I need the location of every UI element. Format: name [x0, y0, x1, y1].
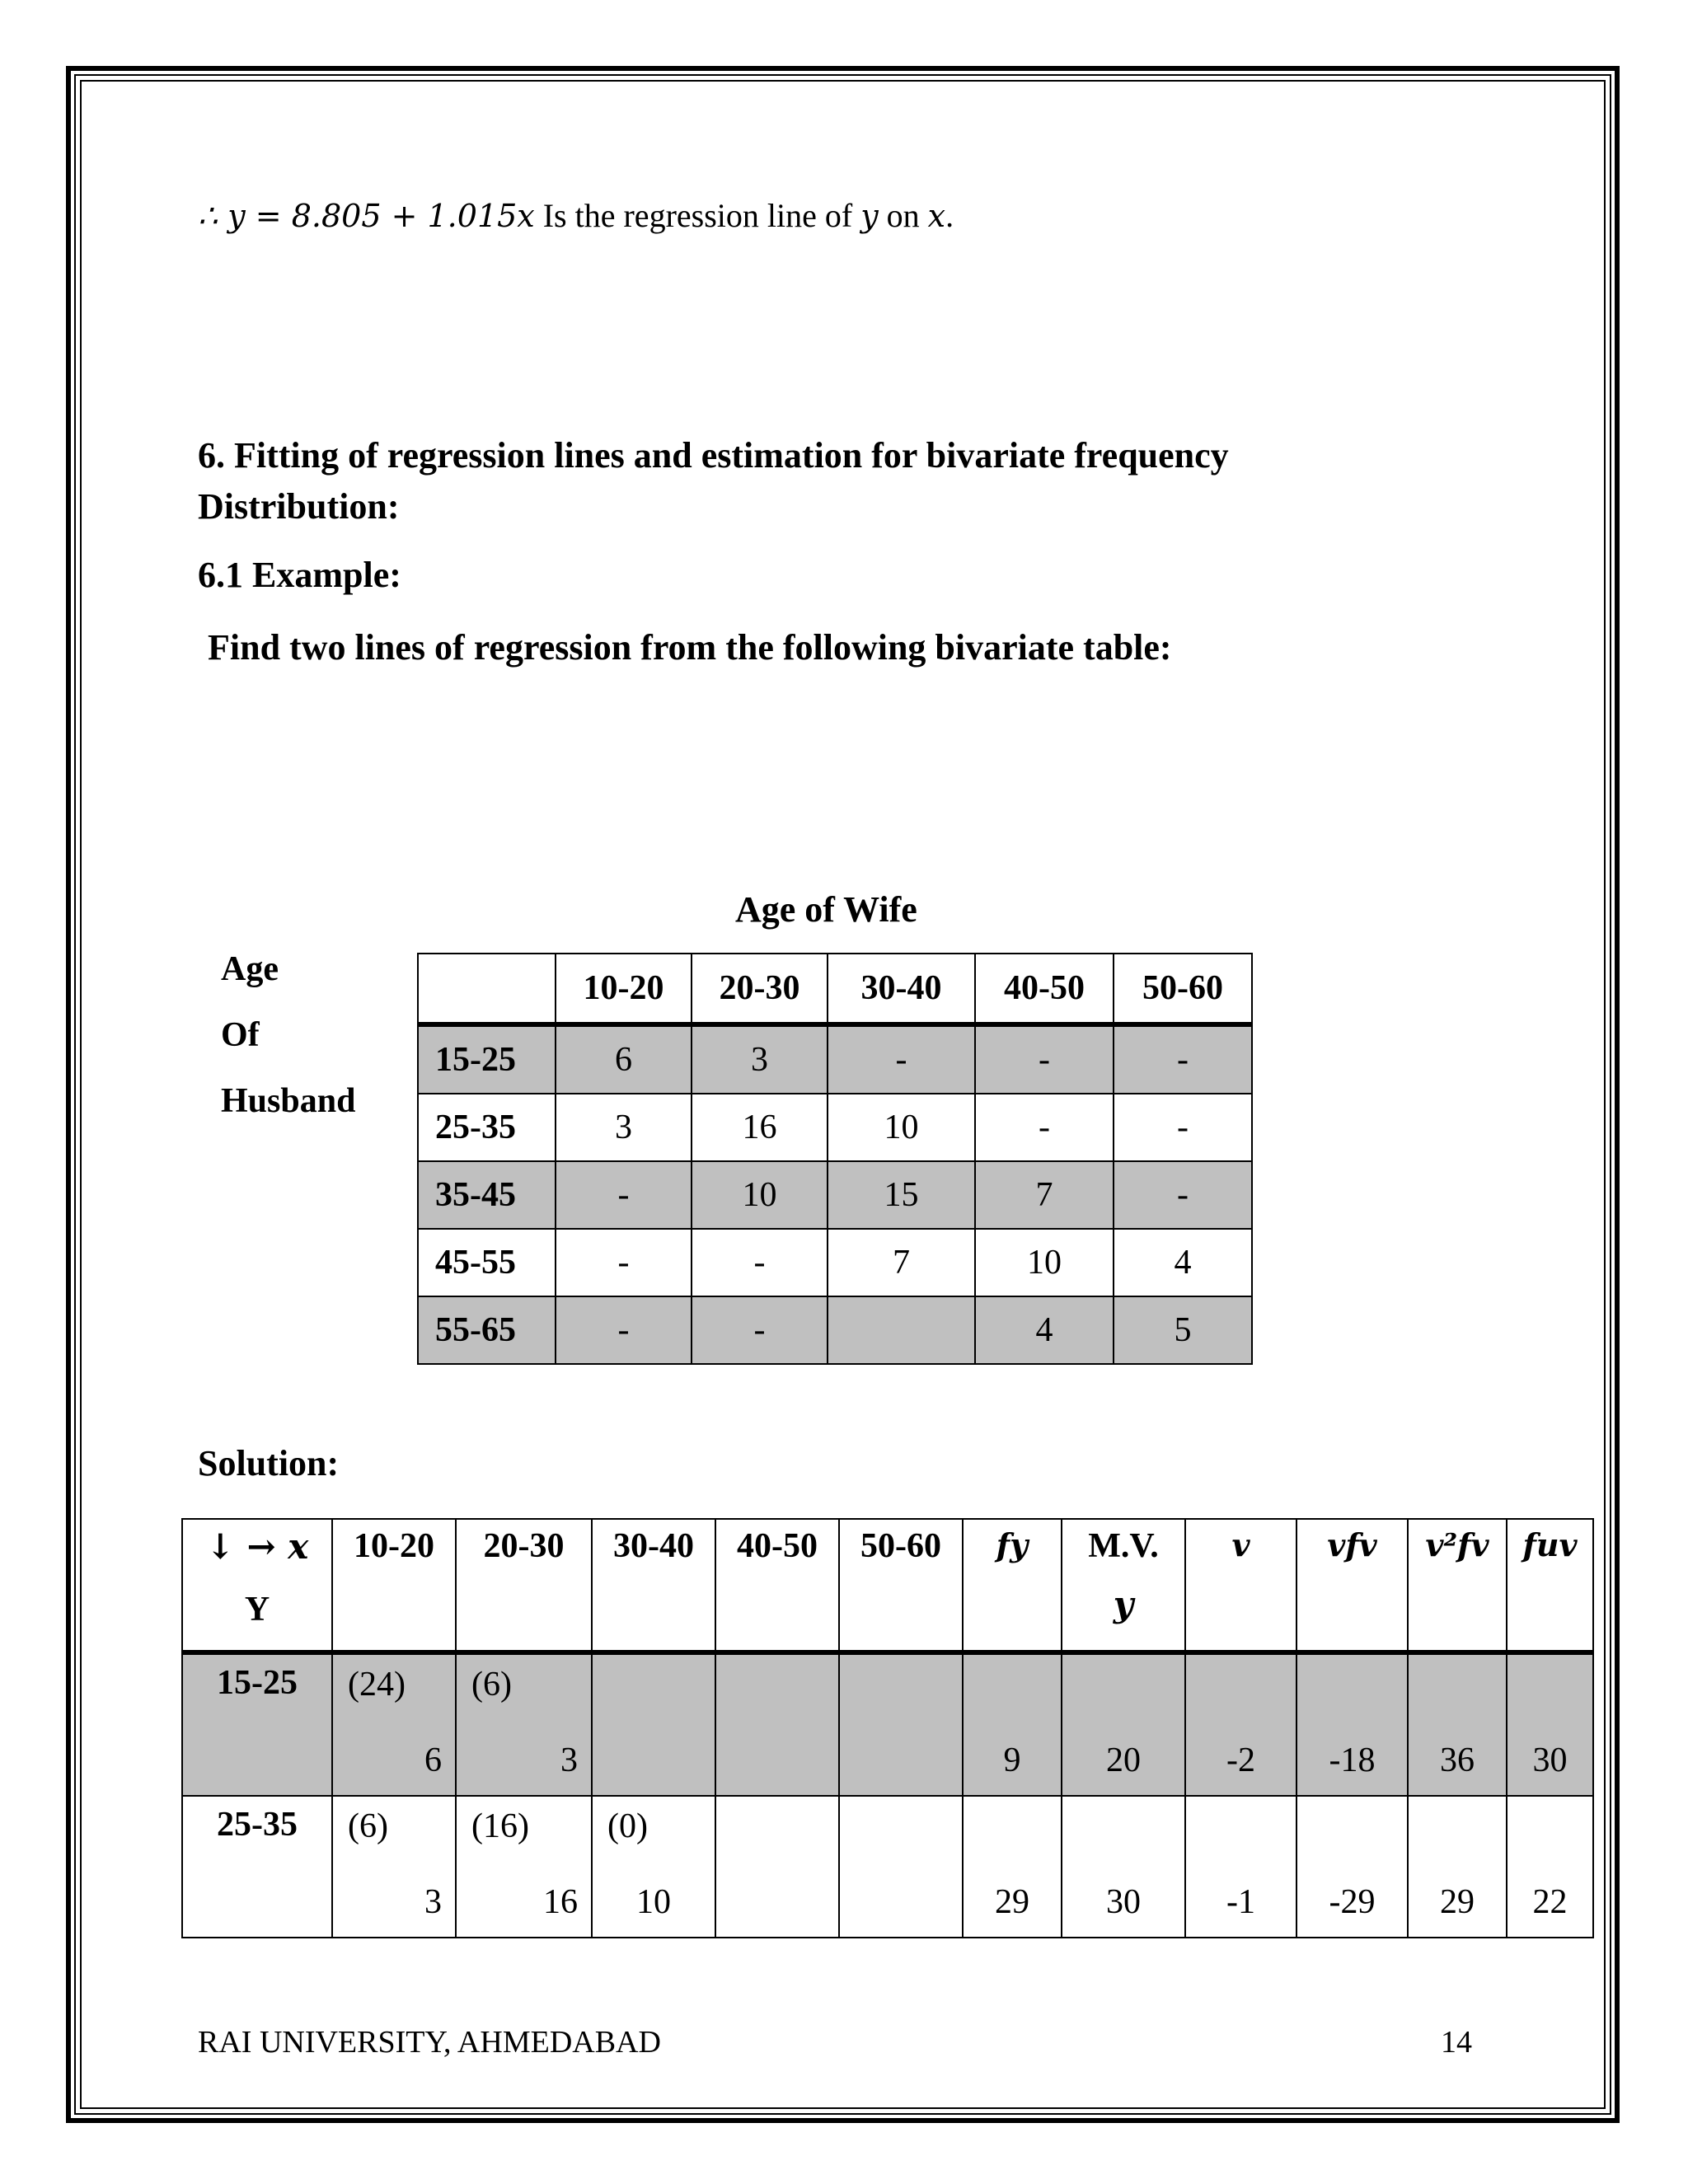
table2-cell [715, 1652, 839, 1796]
equation-math: ∴ y = 8.805 + 1.015x [198, 198, 535, 234]
table1-header-cell: 10-20 [556, 954, 692, 1024]
table2-cell-fy [963, 1796, 1062, 1938]
table1-row [418, 1094, 1252, 1161]
solution-table [181, 1518, 1594, 1938]
table2-cell [715, 1796, 839, 1938]
table1-cell: 3 [556, 1094, 692, 1161]
section-heading-line2: Distribution: [198, 486, 400, 527]
table2-corner [182, 1519, 332, 1652]
table1-cell: - [556, 1229, 692, 1296]
table2-header-v: v [1185, 1519, 1296, 1652]
table2-cell [592, 1652, 715, 1796]
table1-header-cell: 20-30 [692, 954, 828, 1024]
fy-value: 29 [995, 1883, 1029, 1921]
table1-cell: 15 [828, 1161, 975, 1229]
mv-value: 20 [1106, 1741, 1141, 1779]
cell-frequency: 3 [424, 1883, 442, 1921]
equation-y: y [860, 198, 879, 234]
table1-caption: Age of Wife [735, 889, 917, 930]
footer-institution: RAI UNIVERSITY, AHMEDABAD [198, 2025, 661, 2060]
table2-row-label: 25-35 [182, 1796, 332, 1938]
table2-cell-fuv [1507, 1796, 1593, 1938]
table2-cell [456, 1796, 592, 1938]
table1-cell: 6 [556, 1024, 692, 1094]
table2-cell-vfv [1296, 1652, 1408, 1796]
table2-header-fuv: fuv [1507, 1519, 1593, 1652]
cell-product: (24) [348, 1666, 406, 1704]
table1-header-cell: 40-50 [975, 954, 1114, 1024]
table2-header-vfv: vfv [1296, 1519, 1408, 1652]
table1-cell: - [975, 1094, 1114, 1161]
table2-cell [592, 1796, 715, 1938]
table1-row [418, 1024, 1252, 1094]
table2-cell [839, 1796, 963, 1938]
cell-frequency: 10 [636, 1883, 671, 1921]
table2-cell-v [1185, 1796, 1296, 1938]
table2-header-cell: 40-50 [715, 1519, 839, 1652]
table2-header-cell: 30-40 [592, 1519, 715, 1652]
table1-header-cell: 50-60 [1114, 954, 1252, 1024]
table1-cell: - [692, 1229, 828, 1296]
table1-row-label: 15-25 [418, 1024, 556, 1094]
table1-cell: 10 [975, 1229, 1114, 1296]
table1-header-row [418, 954, 1252, 1024]
table1-row-label: 35-45 [418, 1161, 556, 1229]
v-value: -1 [1226, 1883, 1255, 1921]
table2-header-cell: 20-30 [456, 1519, 592, 1652]
table1-cell: - [692, 1296, 828, 1364]
section-heading-line1: 6. Fitting of regression lines and estimation for bivariate frequency [198, 435, 1229, 476]
v2fv-value: 29 [1440, 1883, 1475, 1921]
vfv-value: -18 [1329, 1741, 1376, 1779]
table1-cell: - [828, 1024, 975, 1094]
mv-sub: y [1113, 1584, 1134, 1624]
v2fv-value: 36 [1440, 1741, 1475, 1779]
table2-cell-mv [1062, 1652, 1185, 1796]
table2-header-cell: 50-60 [839, 1519, 963, 1652]
v-value: -2 [1226, 1741, 1255, 1779]
vfv-value: -29 [1329, 1883, 1376, 1921]
fuv-value: 30 [1532, 1741, 1568, 1779]
side-label-age: Age [221, 950, 279, 988]
section-heading [198, 430, 1229, 532]
footer-page-number: 14 [1441, 2025, 1472, 2060]
table2-row [182, 1796, 1593, 1938]
table1-cell: 4 [975, 1296, 1114, 1364]
fuv-value: 22 [1532, 1883, 1568, 1921]
table1-header-cell: 30-40 [828, 954, 975, 1024]
table1-cell: - [1114, 1024, 1252, 1094]
table1-cell: - [556, 1296, 692, 1364]
table1-cell: - [975, 1024, 1114, 1094]
cell-frequency: 16 [543, 1883, 578, 1921]
table2-cell-fuv [1507, 1652, 1593, 1796]
table2-cell-v2fv [1408, 1652, 1507, 1796]
table1-cell: 10 [828, 1094, 975, 1161]
equation-on: on [878, 197, 928, 234]
table2-cell-mv [1062, 1796, 1185, 1938]
table2-cell [456, 1652, 592, 1796]
regression-equation [198, 196, 954, 235]
table1-header-corner [418, 954, 556, 1024]
table2-header-cell: 10-20 [332, 1519, 456, 1652]
table2-cell [332, 1796, 456, 1938]
cell-product: (6) [348, 1807, 388, 1845]
equation-x: x [927, 198, 946, 234]
table1-row [418, 1161, 1252, 1229]
table2-header-fy: fy [963, 1519, 1062, 1652]
equation-text: Is the regression line of [534, 197, 861, 234]
solution-label: Solution: [198, 1443, 340, 1483]
cell-product: (16) [471, 1807, 529, 1845]
bivariate-table [417, 953, 1253, 1365]
side-label-of: Of [221, 1016, 260, 1054]
table1-cell: - [1114, 1161, 1252, 1229]
table2-row-label: 15-25 [182, 1652, 332, 1796]
table1-row-label: 55-65 [418, 1296, 556, 1364]
table1-cell: - [556, 1161, 692, 1229]
table1-cell: 10 [692, 1161, 828, 1229]
instruction-text: Find two lines of regression from the following bivariate table: [208, 627, 1172, 668]
table2-cell-fy [963, 1652, 1062, 1796]
table1-row [418, 1229, 1252, 1296]
table2-cell [332, 1652, 456, 1796]
table1-cell: 5 [1114, 1296, 1252, 1364]
equation-end: . [945, 197, 954, 234]
table2-cell-v [1185, 1652, 1296, 1796]
table2-header-mv [1062, 1519, 1185, 1652]
table1-cell: 16 [692, 1094, 828, 1161]
cell-frequency: 3 [560, 1741, 578, 1779]
cell-product: (6) [471, 1666, 512, 1704]
table1-cell: 7 [828, 1229, 975, 1296]
mv-value: 30 [1106, 1883, 1141, 1921]
side-label-husband: Husband [221, 1082, 356, 1120]
table1-row [418, 1296, 1252, 1364]
table2-header-v2fv: v²fv [1408, 1519, 1507, 1652]
cell-product: (0) [607, 1807, 648, 1845]
corner-arrows: ↓ → x [205, 1526, 309, 1567]
table1-row-label: 45-55 [418, 1229, 556, 1296]
table2-header-row [182, 1519, 1593, 1652]
table2-cell-v2fv [1408, 1796, 1507, 1938]
table1-cell: 7 [975, 1161, 1114, 1229]
table2-row [182, 1652, 1593, 1796]
mv-label: M.V. [1088, 1527, 1159, 1565]
corner-y: Y [244, 1591, 270, 1629]
table1-cell [828, 1296, 975, 1364]
table1-cell: 4 [1114, 1229, 1252, 1296]
fy-value: 9 [1003, 1741, 1021, 1779]
example-heading: 6.1 Example: [198, 555, 401, 595]
table1-row-label: 25-35 [418, 1094, 556, 1161]
table2-cell [839, 1652, 963, 1796]
table1-cell: 3 [692, 1024, 828, 1094]
cell-frequency: 6 [424, 1741, 442, 1779]
table2-cell-vfv [1296, 1796, 1408, 1938]
table1-cell: - [1114, 1094, 1252, 1161]
